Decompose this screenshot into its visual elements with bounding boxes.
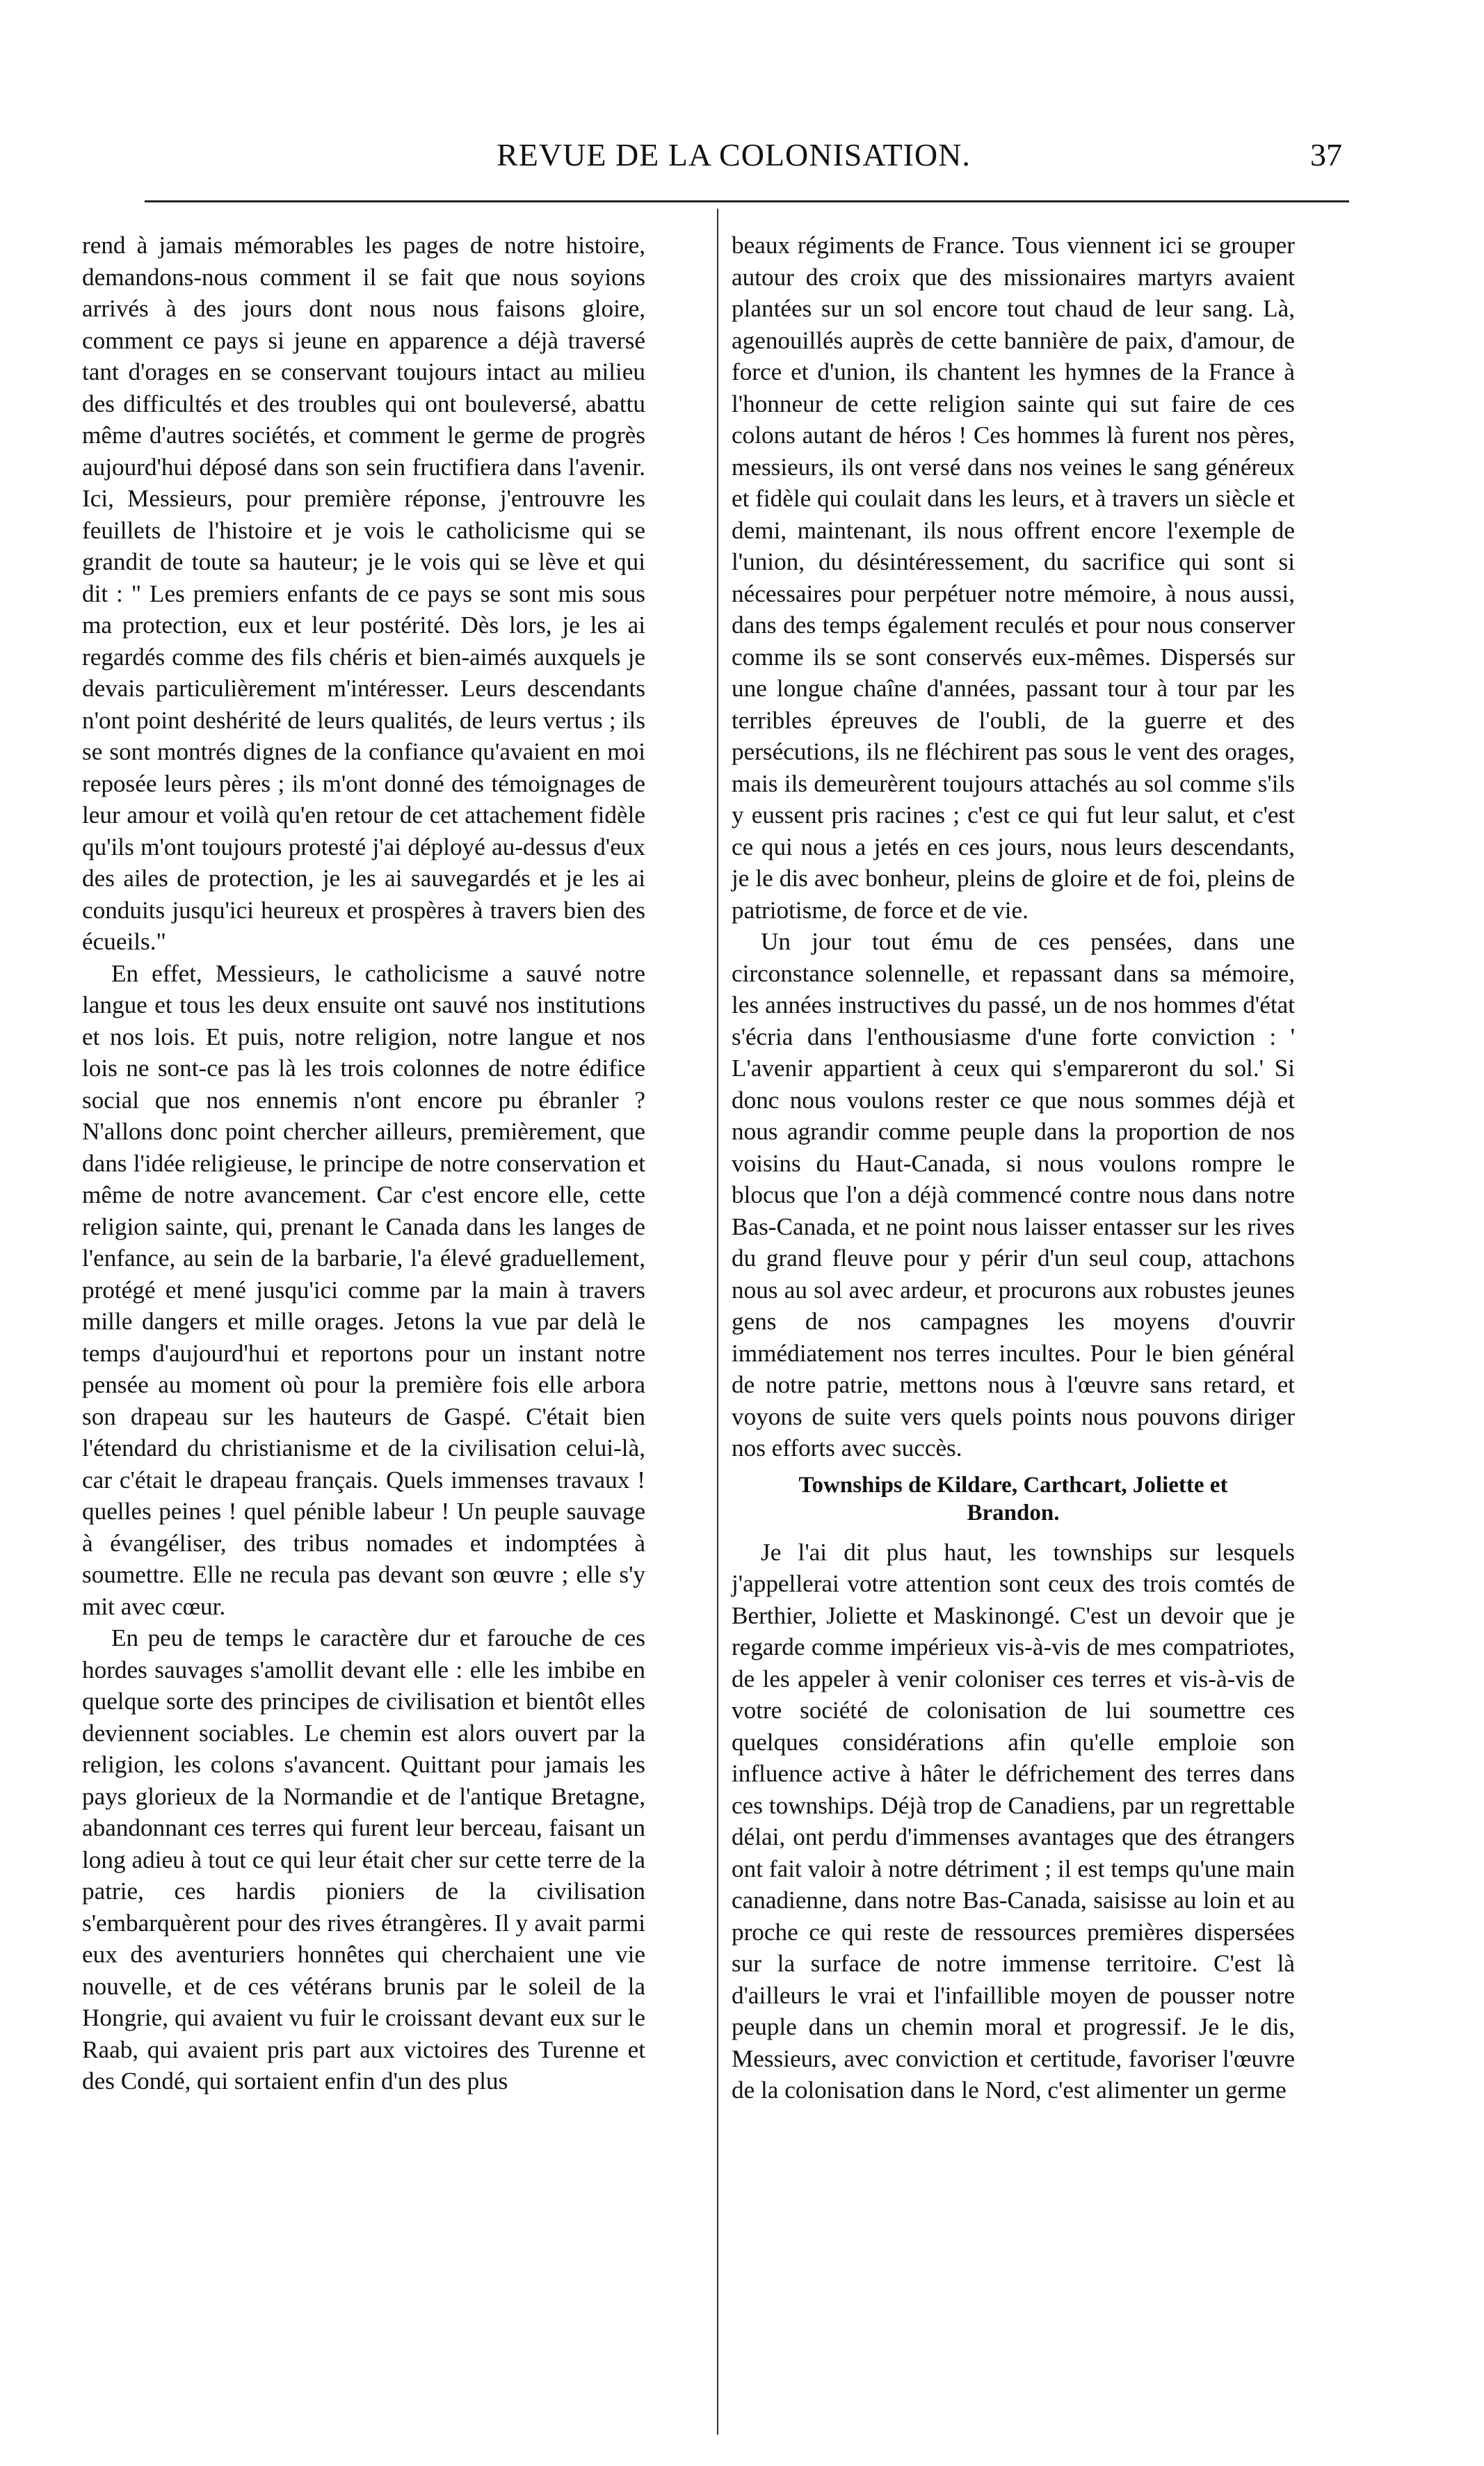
paragraph: En peu de temps le caractère dur et farouche de ces hordes sauvages s'amollit devant elle : elle les imbibe en quelque sorte des principes de civilisation et bientôt elles deviennent sociables. Le chemin est alors ouvert par la religion, les colons s'avancent. Quittant pour jamais les pays glorieux de la Normandie et de l'antique Bretagne, abandonnant ces terres qui furent leur berceau, faisant un long adieu à tout ce qui leur était cher sur cette terre de la patrie, ces hardis pioniers de la civilisation s'embarquèrent pour des rives étrangères. Il y avait parmi eux des aventuriers honnêtes qui cherchaient une vie nouvelle, et de ces vétérans brunis par le soleil de la Hongrie, qui avaient vu fuir le croissant devant eux sur le Raab, qui avaient pris part aux victoires des Turenne et des Condé, qui sortaient enfin d'un des plus [82,1624,645,2095]
section-subheading: Townships de Kildare, Carthcart, Joliette et Brandon. [798,1472,1228,1526]
right-column [732,230,1295,2106]
paragraph: rend à jamais mémorables les pages de notre histoire, demandons-nous comment il se fait que nous soyions arrivés à des jours dont nous nous faisons gloire, comment ce pays si jeune en apparence a déjà traversé tant d'orages en se conservant toujours intact au milieu des difficultés et des troubles qui ont bouleversé, abattu même d'autres sociétés, et comment le germe de progrès aujourd'hui déposé dans son sein fructifiera dans l'avenir. Ici, Messieurs, pour première réponse, j'entrouvre les feuillets de l'histoire et je vois le catholicisme qui se grandit de toute sa hauteur; je le vois qui se lève et qui dit : " Les premiers enfants de ce pays se sont mis sous ma protection, eux et leur postérité. Dès lors, je les ai regardés comme des fils chéris et bien-aimés auxquels je devais particulièrement m'intéresser. Leurs descendants n'ont point deshérité de leurs qualités, de leurs vertus ; ils se sont montrés dignes de la confiance qu'avaient en moi reposée leurs pères ; ils m'ont donné des témoignages de leur amour et voilà qu'en retour de cet attachement fidèle qu'ils m'ont toujours protesté j'ai déployé au-dessus d'eux des ailes de protection, je les ai sauvegardés et je les ai conduits jusqu'ici heureux et prospères à travers bien des écueils." [82,232,645,955]
left-column [82,230,645,2097]
running-header [97,136,1370,186]
column-divider [717,209,718,2435]
paragraph: Je l'ai dit plus haut, les townships sur lesquels j'appellerai votre attention sont ceux des trois comtés de Berthier, Joliette et Maskinongé. C'est un devoir que je regarde comme impérieux vis-à-vis de mes compatriotes, de les appeler à venir coloniser ces terres et vis-à-vis de votre société de colonisation de lui soumettre ces quelques considérations afin qu'elle emploie son influence active à hâter le défrichement des terres dans ces townships. Déjà trop de Canadiens, par un regrettable délai, ont perdu d'immenses avantages que des étrangers ont fait valoir à notre détriment ; il est temps qu'une main canadienne, dans notre Bas-Canada, saisisse au loin et au proche ce qui reste de ressources premières dispersées sur la surface de notre immense territoire. C'est là d'ailleurs le vrai et l'infaillible moyen de pousser notre peuple dans un chemin moral et progressif. Je le dis, Messieurs, avec conviction et certitude, favoriser l'œuvre de la colonisation dans le Nord, c'est alimenter un germe [732,1538,1295,2104]
journal-title: REVUE DE LA COLONISATION. [497,137,971,173]
paragraph: Un jour tout ému de ces pensées, dans une circonstance solennelle, et repassant dans sa mémoire, les années instructives du passé, un de nos hommes d'état s'écria dans l'enthousiasme d'une forte conviction : ' L'avenir appartient à ceux qui s'empareront du sol.' Si donc nous voulons rester ce que nous sommes déjà et nous agrandir comme peuple dans la proportion de nos voisins du Haut-Canada, si nous voulons rompre le blocus que l'on a déjà commencé contre nous dans notre Bas-Canada, et ne point nous laisser entasser sur les rives du grand fleuve pour y périr d'un seul coup, attachons nous au sol avec ardeur, et procurons aux robustes jeunes gens de nos campagnes les moyens d'ouvrir immédiatement nos terres incultes. Pour le bien général de notre patrie, mettons nous à l'œuvre sans retard, et voyons de suite vers quels points nous pouvons diriger nos efforts avec succès. [732,928,1295,1462]
page-number: 37 [1310,137,1342,173]
paragraph: beaux régiments de France. Tous viennent ici se grouper autour des croix que des missionaires martyrs avaient plantées sur un sol encore tout chaud de leur sang. Là, agenouillés auprès de cette bannière de paix, d'amour, de force et d'union, ils chantent les hymnes de la France à l'honneur de cette religion sainte qui sut faire de ces colons autant de héros ! Ces hommes là furent nos pères, messieurs, ils ont versé dans nos veines le sang généreux et fidèle qui coulait dans les leurs, et à travers un siècle et demi, maintenant, ils nous offrent encore l'exemple de l'union, du désintéressement, du sacrifice qui sont si nécessaires pour perpétuer notre mémoire, à nous aussi, dans des temps également reculés et pour nous conserver comme ils se sont conservés eux-mêmes. Dispersés sur une longue chaîne d'années, passant tour à tour par les terribles épreuves de l'oubli, de la guerre et des persécutions, ils ne fléchirent pas sous le vent des orages, mais ils demeurèrent toujours attachés au sol comme s'ils y eussent pris racines ; c'est ce qui fut leur salut, et c'est ce qui nous a jetés en ces jours, nous leurs descendants, je le dis avec bonheur, pleins de gloire et de foi, pleins de patriotisme, de force et de vie. [732,232,1295,924]
paragraph: En effet, Messieurs, le catholicisme a sauvé notre langue et tous les deux ensuite ont sauvé nos institutions et nos lois. Et puis, notre religion, notre langue et nos lois ne sont-ce pas là les trois colonnes de notre édifice social que nos ennemis n'ont encore pu ébranler ? N'allons donc point chercher ailleurs, premièrement, que dans l'idée religieuse, le principe de notre conservation et même de notre avancement. Car c'est encore elle, cette religion sainte, qui, prenant le Canada dans les langes de l'enfance, au sein de la barbarie, l'a élevé graduellement, protégé et mené jusqu'ici comme par la main à travers mille dangers et mille orages. Jetons la vue par delà le temps d'aujourd'hui et reportons pour un instant notre pensée au moment où pour la première fois elle arbora son drapeau sur les hauteurs de Gaspé. C'était bien l'étendard du christianisme et de la civilisation celui-là, car c'était le drapeau français. Quels immenses travaux ! quelles peines ! quel pénible labeur ! Un peuple sauvage à évangéliser, des tribus nomades et indomptées à soumettre. Elle ne recula pas devant son œuvre ; elle s'y mit avec cœur. [82,959,645,1620]
header-rule [145,200,1349,202]
